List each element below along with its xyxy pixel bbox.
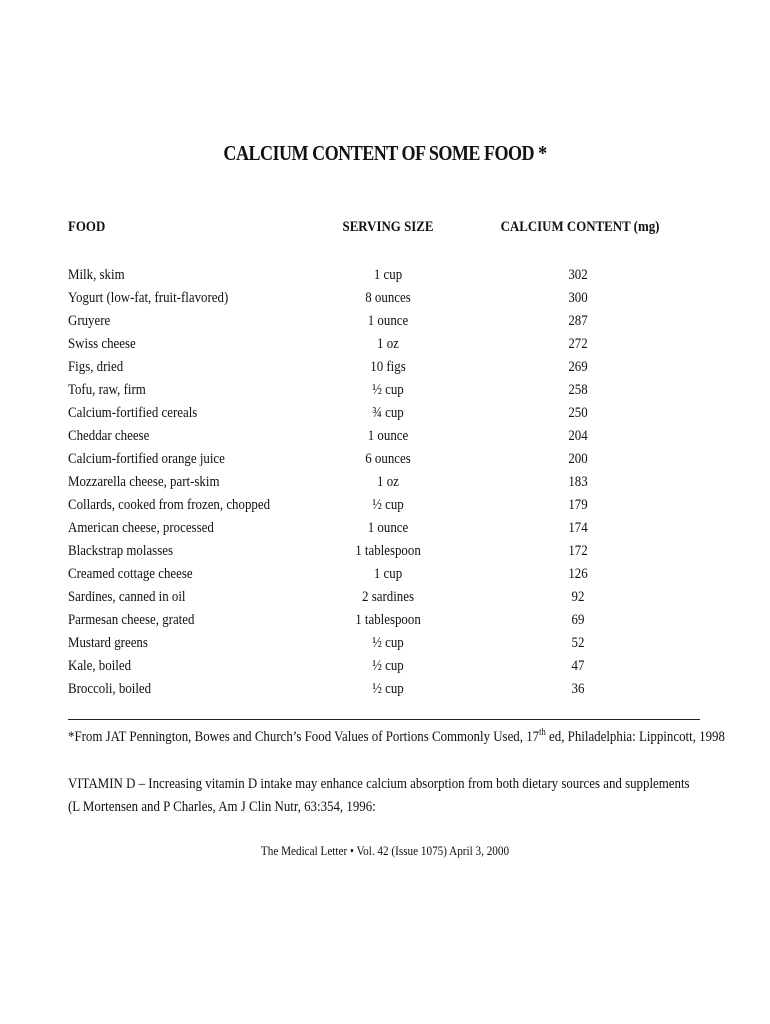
serving-size-cell: 1 tablespoon <box>355 543 421 559</box>
table-row <box>68 402 708 425</box>
food-cell: Kale, boiled <box>68 658 132 674</box>
food-cell: Creamed cottage cheese <box>68 566 193 582</box>
table-row <box>68 448 708 471</box>
calcium-content-cell: 300 <box>568 290 588 306</box>
serving-size-cell: 1 ounce <box>367 520 409 536</box>
food-cell: Sardines, canned in oil <box>68 589 186 605</box>
table-row <box>68 356 708 379</box>
serving-size-cell: 1 cup <box>373 566 403 582</box>
serving-size-cell: 10 figs <box>370 359 406 375</box>
table-row <box>68 471 708 494</box>
serving-size-cell: 8 ounces <box>365 290 411 306</box>
footnote-superscript: th <box>539 727 546 738</box>
source-footnote <box>68 726 725 748</box>
food-cell: Milk, skim <box>68 267 125 283</box>
calcium-content-cell: 183 <box>568 474 588 490</box>
table-row <box>68 586 708 609</box>
footnote-divider <box>68 719 700 720</box>
calcium-content-cell: 52 <box>571 635 585 651</box>
calcium-content-cell: 92 <box>571 589 585 605</box>
food-cell: Blackstrap molasses <box>68 543 173 559</box>
serving-size-cell: 1 ounce <box>367 428 409 444</box>
calcium-content-cell: 269 <box>568 359 588 375</box>
footnote-text: *From JAT Pennington, Bowes and Church’s Food Values of Portions Commonly Used, 17 <box>68 729 540 745</box>
table-row <box>68 563 708 586</box>
calcium-content-cell: 47 <box>571 658 585 674</box>
calcium-content-cell: 69 <box>571 612 585 628</box>
food-cell: Calcium-fortified orange juice <box>68 451 225 467</box>
vitamin-d-note: VITAMIN D – Increasing vitamin D intake may enhance calcium absorption from both dietary sources and supplements (L Mortensen and P Charles, Am J Clin Nutr, 63:354, 1996: <box>68 776 690 815</box>
table-row <box>68 287 708 310</box>
serving-size-cell: 6 ounces <box>365 451 411 467</box>
calcium-content-cell: 200 <box>568 451 588 467</box>
food-cell: Parmesan cheese, grated <box>68 612 195 628</box>
table-row <box>68 425 708 448</box>
serving-size-cell: ½ cup <box>372 635 404 651</box>
food-cell: Collards, cooked from frozen, chopped <box>68 497 271 513</box>
table-row <box>68 310 708 333</box>
food-cell: Swiss cheese <box>68 336 136 352</box>
header-calcium-content: CALCIUM CONTENT (mg) <box>500 219 660 235</box>
table-row <box>68 655 708 678</box>
food-cell: Broccoli, boiled <box>68 681 152 697</box>
calcium-content-cell: 36 <box>571 681 585 697</box>
calcium-content-cell: 204 <box>568 428 588 444</box>
food-cell: Mustard greens <box>68 635 148 651</box>
serving-size-cell: ½ cup <box>372 658 404 674</box>
serving-size-cell: ½ cup <box>372 681 404 697</box>
food-cell: American cheese, processed <box>68 520 214 536</box>
serving-size-cell: ½ cup <box>372 497 404 513</box>
table-row <box>68 264 708 287</box>
calcium-table <box>68 216 708 701</box>
calcium-content-cell: 172 <box>568 543 588 559</box>
table-row <box>68 333 708 356</box>
food-cell: Tofu, raw, firm <box>68 382 146 398</box>
serving-size-cell: ¾ cup <box>372 405 404 421</box>
table-body <box>68 264 708 701</box>
table-row <box>68 678 708 701</box>
header-food: FOOD <box>68 219 106 235</box>
food-cell: Calcium-fortified cereals <box>68 405 198 421</box>
calcium-content-cell: 302 <box>568 267 588 283</box>
journal-citation: The Medical Letter • Vol. 42 (Issue 1075) April 3, 2000 <box>260 843 510 858</box>
page-title: CALCIUM CONTENT OF SOME FOOD * <box>223 141 547 165</box>
calcium-content-cell: 126 <box>568 566 588 582</box>
table-row <box>68 609 708 632</box>
serving-size-cell: 1 oz <box>377 336 399 352</box>
table-row <box>68 379 708 402</box>
serving-size-cell: 1 cup <box>373 267 403 283</box>
serving-size-cell: 2 sardines <box>362 589 414 605</box>
table-row <box>68 494 708 517</box>
food-cell: Figs, dried <box>68 359 124 375</box>
calcium-content-cell: 179 <box>568 497 588 513</box>
food-cell: Mozzarella cheese, part-skim <box>68 474 220 490</box>
food-cell: Yogurt (low-fat, fruit-flavored) <box>68 290 229 306</box>
calcium-content-cell: 258 <box>568 382 588 398</box>
calcium-content-cell: 250 <box>568 405 588 421</box>
table-row <box>68 540 708 563</box>
serving-size-cell: 1 tablespoon <box>355 612 421 628</box>
calcium-content-cell: 272 <box>568 336 588 352</box>
table-row <box>68 517 708 540</box>
food-cell: Gruyere <box>68 313 111 329</box>
food-cell: Cheddar cheese <box>68 428 150 444</box>
table-header-row <box>68 216 708 240</box>
serving-size-cell: 1 ounce <box>367 313 409 329</box>
header-serving-size: SERVING SIZE <box>342 219 434 235</box>
calcium-content-cell: 174 <box>568 520 588 536</box>
calcium-content-cell: 287 <box>568 313 588 329</box>
table-row <box>68 632 708 655</box>
serving-size-cell: ½ cup <box>372 382 404 398</box>
serving-size-cell: 1 oz <box>377 474 399 490</box>
footnote-text-end: ed, Philadelphia: Lippincott, 1998 <box>545 729 725 745</box>
